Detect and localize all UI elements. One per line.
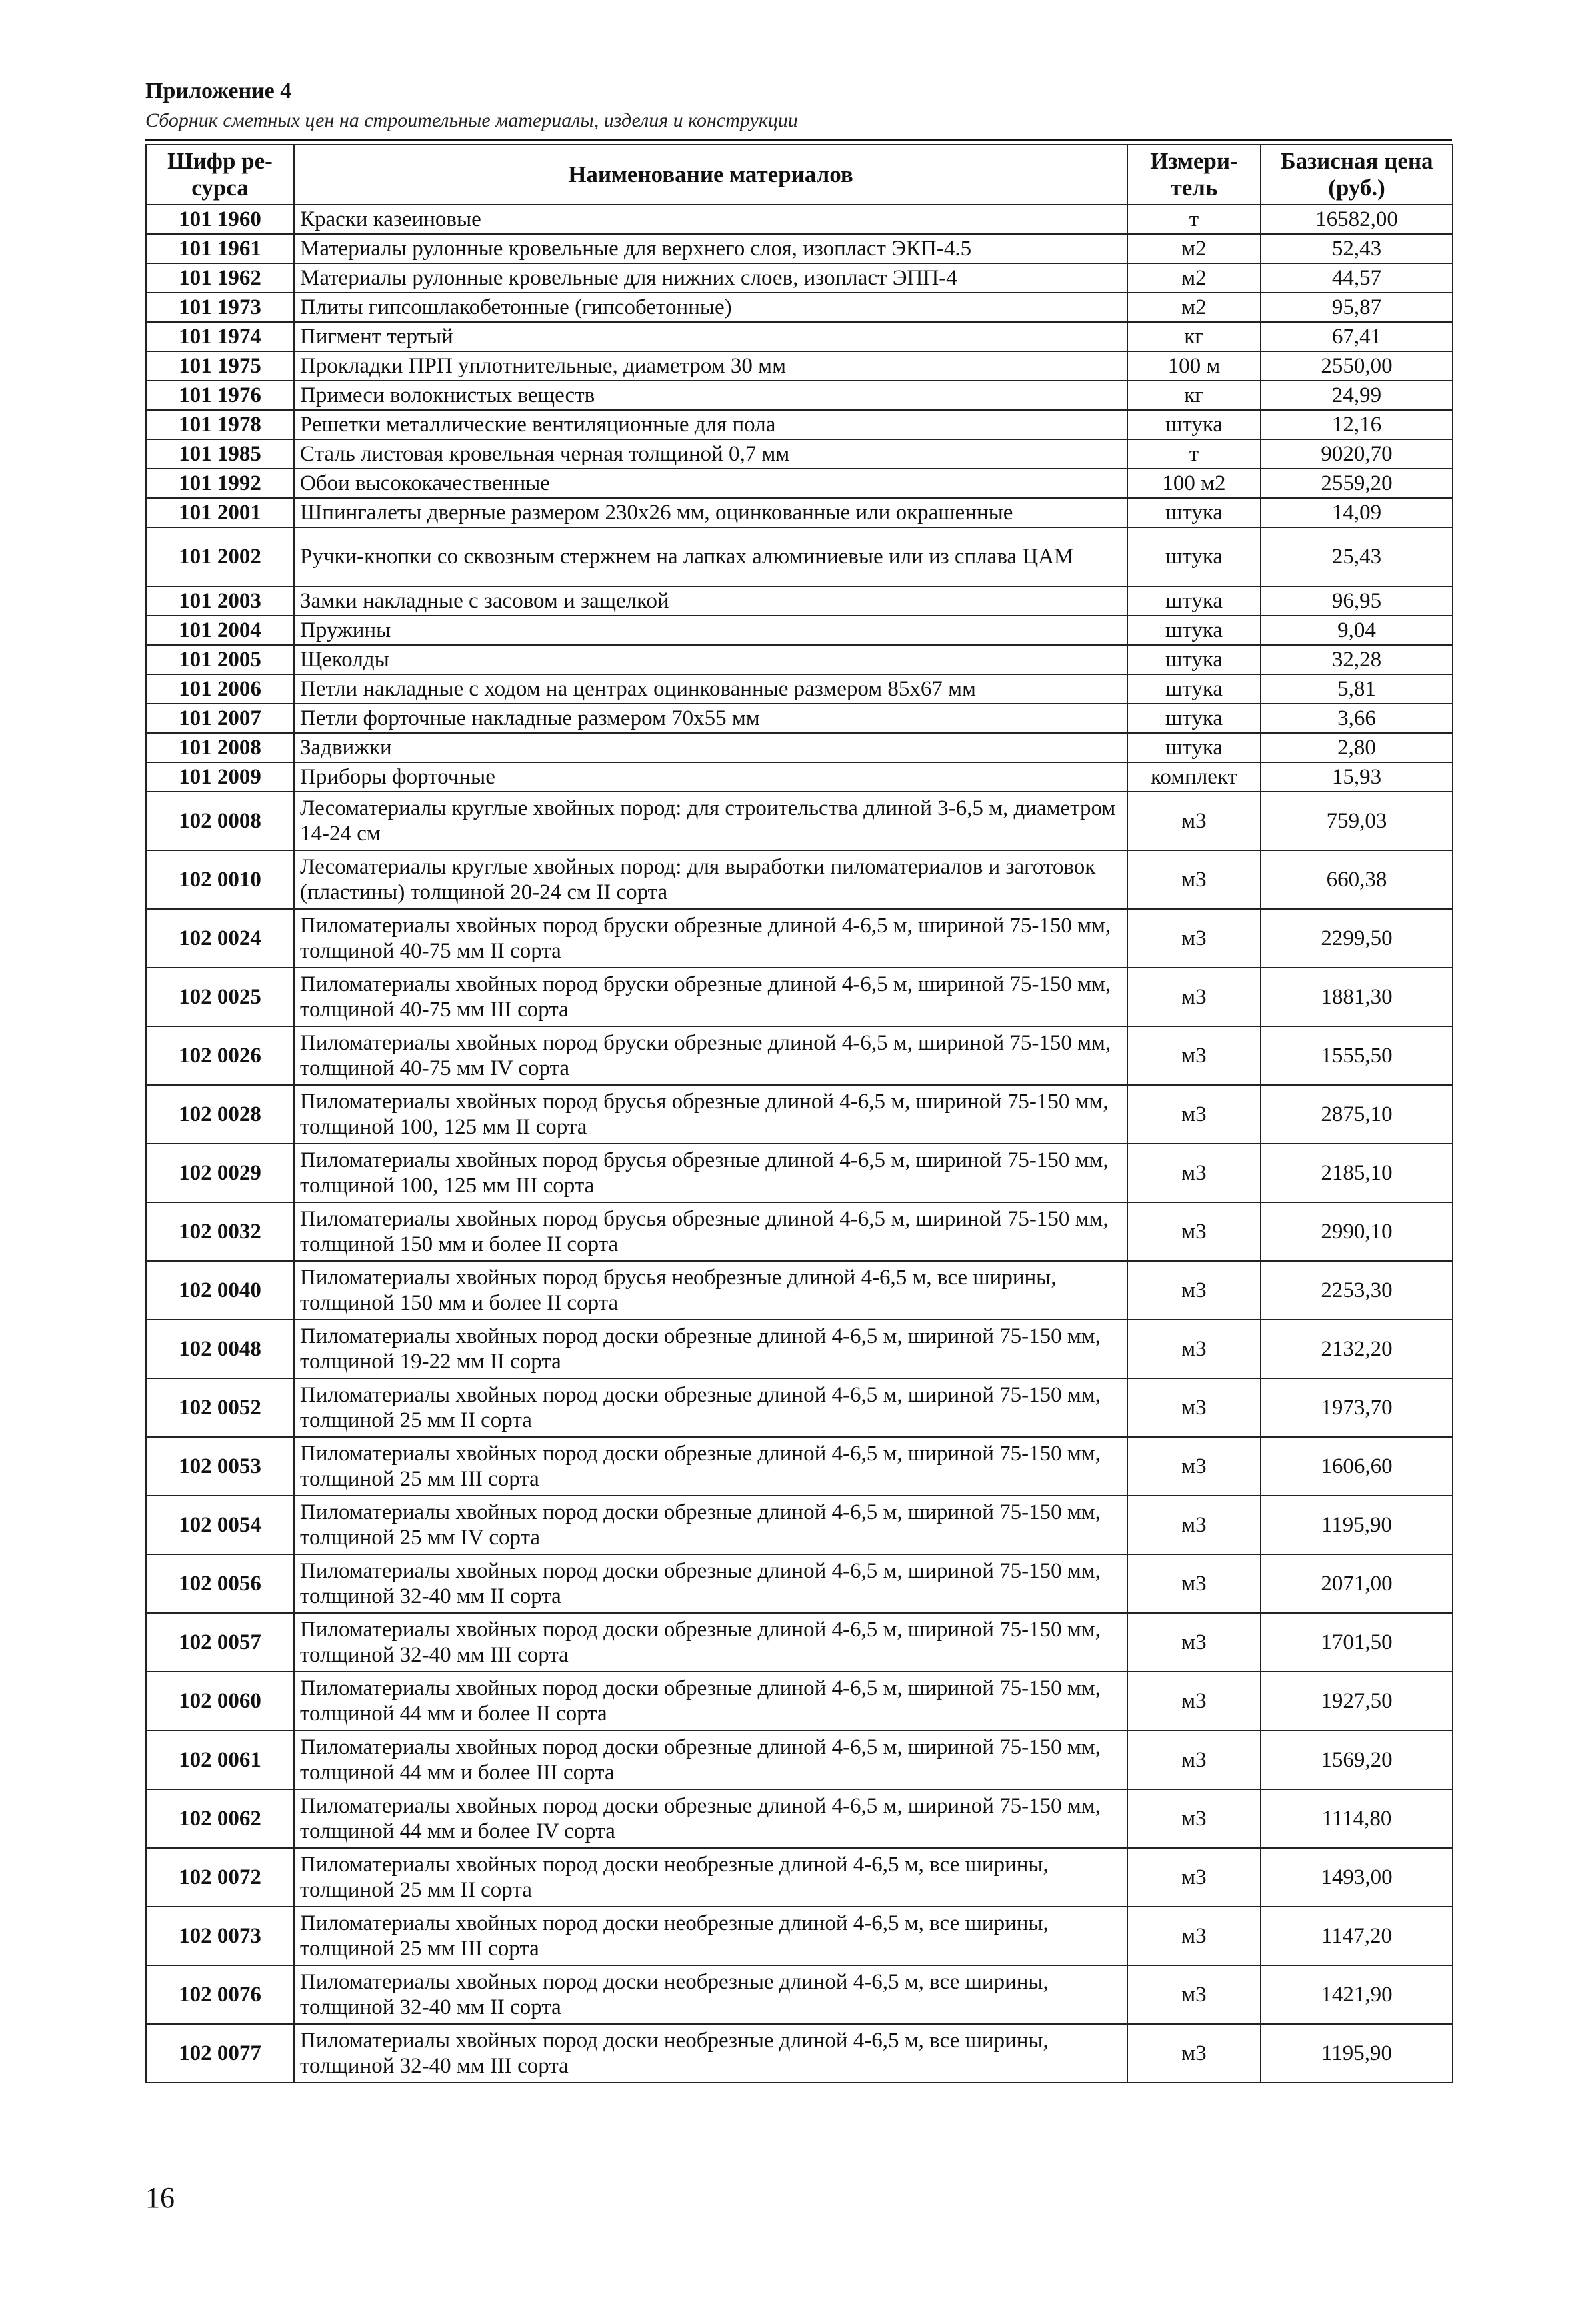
cell-name: Лесоматериалы круглые хвойных пород: для выработки пиломатериалов и заготовок (пластины) толщиной 20-24 см II сорта bbox=[294, 850, 1127, 909]
cell-name: Ручки-кнопки со сквозным стержнем на лапках алюминиевые или из сплава ЦАМ bbox=[294, 527, 1127, 586]
cell-name: Пиломатериалы хвойных пород доски обрезные длиной 4-6,5 м, шириной 75-150 мм, толщиной 25 мм II сорта bbox=[294, 1378, 1127, 1437]
cell-name: Петли форточные накладные размером 70х55 мм bbox=[294, 704, 1127, 733]
table-row bbox=[146, 1613, 1453, 1672]
cell-code: 101 2007 bbox=[146, 704, 294, 733]
cell-price: 2253,30 bbox=[1261, 1261, 1453, 1320]
cell-price: 1195,90 bbox=[1261, 1496, 1453, 1554]
cell-price: 95,87 bbox=[1261, 293, 1453, 322]
cell-price: 24,99 bbox=[1261, 381, 1453, 410]
cell-code: 102 0029 bbox=[146, 1144, 294, 1202]
cell-name: Пиломатериалы хвойных пород брусья обрезные длиной 4-6,5 м, шириной 75-150 мм, толщиной 100, 125 мм III сорта bbox=[294, 1144, 1127, 1202]
cell-name: Пиломатериалы хвойных пород бруски обрезные длиной 4-6,5 м, шириной 75-150 мм, толщиной 40-75 мм IV сорта bbox=[294, 1026, 1127, 1085]
cell-price: 2990,10 bbox=[1261, 1202, 1453, 1261]
cell-name: Пиломатериалы хвойных пород брусья обрезные длиной 4-6,5 м, шириной 75-150 мм, толщиной 150 мм и более II сорта bbox=[294, 1202, 1127, 1261]
table-row bbox=[146, 1731, 1453, 1789]
cell-unit: кг bbox=[1127, 322, 1261, 351]
cell-name: Пиломатериалы хвойных пород бруски обрезные длиной 4-6,5 м, шириной 75-150 мм, толщиной 40-75 мм II сорта bbox=[294, 909, 1127, 968]
cell-code: 102 0048 bbox=[146, 1320, 294, 1378]
cell-price: 2299,50 bbox=[1261, 909, 1453, 968]
cell-price: 1555,50 bbox=[1261, 1026, 1453, 1085]
header-rule bbox=[145, 139, 1452, 141]
cell-price: 2550,00 bbox=[1261, 351, 1453, 381]
cell-price: 2071,00 bbox=[1261, 1554, 1453, 1613]
cell-code: 101 1992 bbox=[146, 469, 294, 498]
cell-unit: м3 bbox=[1127, 1320, 1261, 1378]
cell-code: 101 1974 bbox=[146, 322, 294, 351]
cell-name: Пиломатериалы хвойных пород доски обрезные длиной 4-6,5 м, шириной 75-150 мм, толщиной 19-22 мм II сорта bbox=[294, 1320, 1127, 1378]
cell-name: Обои высококачественные bbox=[294, 469, 1127, 498]
cell-name: Сталь листовая кровельная черная толщиной 0,7 мм bbox=[294, 439, 1127, 469]
cell-price: 1147,20 bbox=[1261, 1907, 1453, 1965]
cell-price: 52,43 bbox=[1261, 234, 1453, 263]
table-row bbox=[146, 234, 1453, 263]
cell-code: 101 1960 bbox=[146, 205, 294, 234]
cell-unit: м3 bbox=[1127, 1026, 1261, 1085]
cell-code: 101 1962 bbox=[146, 263, 294, 293]
cell-unit: м3 bbox=[1127, 850, 1261, 909]
cell-name: Пружины bbox=[294, 616, 1127, 645]
cell-unit: м3 bbox=[1127, 1144, 1261, 1202]
cell-unit: м3 bbox=[1127, 1554, 1261, 1613]
table-row bbox=[146, 616, 1453, 645]
cell-code: 102 0057 bbox=[146, 1613, 294, 1672]
table-row bbox=[146, 1144, 1453, 1202]
table-row bbox=[146, 439, 1453, 469]
cell-unit: м3 bbox=[1127, 1261, 1261, 1320]
cell-unit: м2 bbox=[1127, 234, 1261, 263]
cell-name: Примеси волокнистых веществ bbox=[294, 381, 1127, 410]
cell-price: 25,43 bbox=[1261, 527, 1453, 586]
cell-code: 102 0024 bbox=[146, 909, 294, 968]
cell-price: 2559,20 bbox=[1261, 469, 1453, 498]
cell-unit: м3 bbox=[1127, 792, 1261, 850]
cell-price: 759,03 bbox=[1261, 792, 1453, 850]
appendix-label: Приложение 4 bbox=[145, 79, 292, 103]
cell-price: 1973,70 bbox=[1261, 1378, 1453, 1437]
cell-unit: штука bbox=[1127, 586, 1261, 616]
cell-code: 102 0062 bbox=[146, 1789, 294, 1848]
cell-price: 96,95 bbox=[1261, 586, 1453, 616]
cell-unit: т bbox=[1127, 205, 1261, 234]
cell-name: Приборы форточные bbox=[294, 762, 1127, 792]
cell-unit: штука bbox=[1127, 616, 1261, 645]
table-row bbox=[146, 1789, 1453, 1848]
cell-name: Пигмент тертый bbox=[294, 322, 1127, 351]
column-header-unit: Измери-тель bbox=[1127, 145, 1261, 205]
cell-code: 102 0073 bbox=[146, 1907, 294, 1965]
cell-code: 102 0025 bbox=[146, 968, 294, 1026]
cell-unit: м3 bbox=[1127, 1613, 1261, 1672]
cell-unit: штука bbox=[1127, 527, 1261, 586]
cell-unit: кг bbox=[1127, 381, 1261, 410]
cell-unit: 100 м2 bbox=[1127, 469, 1261, 498]
cell-price: 15,93 bbox=[1261, 762, 1453, 792]
cell-price: 1195,90 bbox=[1261, 2024, 1453, 2083]
table-row bbox=[146, 909, 1453, 968]
cell-name: Прокладки ПРП уплотнительные, диаметром 30 мм bbox=[294, 351, 1127, 381]
table-row bbox=[146, 1320, 1453, 1378]
table-row bbox=[146, 1378, 1453, 1437]
table-row bbox=[146, 674, 1453, 704]
cell-code: 102 0028 bbox=[146, 1085, 294, 1144]
cell-unit: комплект bbox=[1127, 762, 1261, 792]
table-row bbox=[146, 1848, 1453, 1907]
cell-price: 44,57 bbox=[1261, 263, 1453, 293]
cell-price: 1421,90 bbox=[1261, 1965, 1453, 2024]
table-row bbox=[146, 410, 1453, 439]
table-row bbox=[146, 733, 1453, 762]
cell-name: Пиломатериалы хвойных пород бруски обрезные длиной 4-6,5 м, шириной 75-150 мм, толщиной 40-75 мм III сорта bbox=[294, 968, 1127, 1026]
cell-name: Шпингалеты дверные размером 230х26 мм, оцинкованные или окрашенные bbox=[294, 498, 1127, 527]
cell-name: Плиты гипсошлакобетонные (гипсобетонные) bbox=[294, 293, 1127, 322]
cell-price: 1493,00 bbox=[1261, 1848, 1453, 1907]
cell-name: Пиломатериалы хвойных пород доски обрезные длиной 4-6,5 м, шириной 75-150 мм, толщиной 32-40 мм III сорта bbox=[294, 1613, 1127, 1672]
cell-code: 102 0077 bbox=[146, 2024, 294, 2083]
cell-unit: м3 bbox=[1127, 1378, 1261, 1437]
table-row bbox=[146, 469, 1453, 498]
cell-code: 101 1976 bbox=[146, 381, 294, 410]
cell-name: Материалы рулонные кровельные для нижних слоев, изопласт ЭПП-4 bbox=[294, 263, 1127, 293]
table-row bbox=[146, 1261, 1453, 1320]
cell-price: 9020,70 bbox=[1261, 439, 1453, 469]
cell-code: 101 1975 bbox=[146, 351, 294, 381]
cell-code: 102 0072 bbox=[146, 1848, 294, 1907]
table-header-row bbox=[146, 145, 1453, 205]
cell-unit: м3 bbox=[1127, 1907, 1261, 1965]
cell-unit: м3 bbox=[1127, 1672, 1261, 1731]
price-table bbox=[145, 144, 1453, 2083]
cell-price: 1569,20 bbox=[1261, 1731, 1453, 1789]
column-header-price: Базисная цена (руб.) bbox=[1261, 145, 1453, 205]
table-row bbox=[146, 293, 1453, 322]
cell-name: Замки накладные с засовом и защелкой bbox=[294, 586, 1127, 616]
table-row bbox=[146, 1554, 1453, 1613]
cell-code: 102 0008 bbox=[146, 792, 294, 850]
cell-code: 101 1985 bbox=[146, 439, 294, 469]
document-subtitle: Сборник сметных цен на строительные материалы, изделия и конструкции bbox=[145, 109, 798, 131]
table-row bbox=[146, 498, 1453, 527]
cell-code: 101 2008 bbox=[146, 733, 294, 762]
cell-unit: штука bbox=[1127, 410, 1261, 439]
table-row bbox=[146, 1202, 1453, 1261]
table-row bbox=[146, 1026, 1453, 1085]
cell-name: Задвижки bbox=[294, 733, 1127, 762]
cell-unit: м3 bbox=[1127, 1085, 1261, 1144]
cell-code: 101 2009 bbox=[146, 762, 294, 792]
cell-unit: м3 bbox=[1127, 1731, 1261, 1789]
cell-price: 32,28 bbox=[1261, 645, 1453, 674]
cell-code: 102 0076 bbox=[146, 1965, 294, 2024]
cell-code: 102 0032 bbox=[146, 1202, 294, 1261]
table-row bbox=[146, 263, 1453, 293]
cell-unit: штука bbox=[1127, 674, 1261, 704]
cell-unit: м3 bbox=[1127, 968, 1261, 1026]
cell-price: 1114,80 bbox=[1261, 1789, 1453, 1848]
cell-unit: м3 bbox=[1127, 1789, 1261, 1848]
cell-name: Краски казеиновые bbox=[294, 205, 1127, 234]
cell-unit: м3 bbox=[1127, 1965, 1261, 2024]
cell-unit: м3 bbox=[1127, 1848, 1261, 1907]
cell-unit: м3 bbox=[1127, 2024, 1261, 2083]
table-row bbox=[146, 1907, 1453, 1965]
cell-code: 101 2004 bbox=[146, 616, 294, 645]
table-row bbox=[146, 1672, 1453, 1731]
cell-unit: 100 м bbox=[1127, 351, 1261, 381]
cell-unit: штука bbox=[1127, 645, 1261, 674]
cell-unit: штука bbox=[1127, 498, 1261, 527]
column-header-name: Наименование материалов bbox=[294, 145, 1127, 205]
cell-unit: м2 bbox=[1127, 263, 1261, 293]
cell-unit: т bbox=[1127, 439, 1261, 469]
cell-name: Пиломатериалы хвойных пород брусья необрезные длиной 4-6,5 м, все ширины, толщиной 150 мм и более II сорта bbox=[294, 1261, 1127, 1320]
cell-code: 101 2002 bbox=[146, 527, 294, 586]
table-row bbox=[146, 1496, 1453, 1554]
cell-name: Пиломатериалы хвойных пород доски необрезные длиной 4-6,5 м, все ширины, толщиной 32-40 мм II сорта bbox=[294, 1965, 1127, 2024]
cell-code: 102 0026 bbox=[146, 1026, 294, 1085]
cell-name: Решетки металлические вентиляционные для пола bbox=[294, 410, 1127, 439]
cell-price: 5,81 bbox=[1261, 674, 1453, 704]
cell-code: 102 0061 bbox=[146, 1731, 294, 1789]
table-row bbox=[146, 850, 1453, 909]
cell-unit: штука bbox=[1127, 704, 1261, 733]
cell-unit: м2 bbox=[1127, 293, 1261, 322]
cell-code: 101 2006 bbox=[146, 674, 294, 704]
cell-code: 102 0053 bbox=[146, 1437, 294, 1496]
table-row bbox=[146, 762, 1453, 792]
cell-code: 102 0056 bbox=[146, 1554, 294, 1613]
cell-price: 1927,50 bbox=[1261, 1672, 1453, 1731]
table-row bbox=[146, 381, 1453, 410]
cell-price: 3,66 bbox=[1261, 704, 1453, 733]
cell-unit: штука bbox=[1127, 733, 1261, 762]
cell-name: Материалы рулонные кровельные для верхнего слоя, изопласт ЭКП-4.5 bbox=[294, 234, 1127, 263]
table-row bbox=[146, 1437, 1453, 1496]
table-row bbox=[146, 351, 1453, 381]
cell-code: 102 0010 bbox=[146, 850, 294, 909]
cell-price: 2,80 bbox=[1261, 733, 1453, 762]
cell-code: 101 2003 bbox=[146, 586, 294, 616]
cell-name: Пиломатериалы хвойных пород доски обрезные длиной 4-6,5 м, шириной 75-150 мм, толщиной 44 мм и более IV сорта bbox=[294, 1789, 1127, 1848]
cell-price: 1606,60 bbox=[1261, 1437, 1453, 1496]
cell-price: 2875,10 bbox=[1261, 1085, 1453, 1144]
cell-name: Пиломатериалы хвойных пород доски обрезные длиной 4-6,5 м, шириной 75-150 мм, толщиной 25 мм III сорта bbox=[294, 1437, 1127, 1496]
cell-code: 101 1973 bbox=[146, 293, 294, 322]
table-body bbox=[146, 205, 1453, 2083]
cell-price: 2132,20 bbox=[1261, 1320, 1453, 1378]
cell-name: Пиломатериалы хвойных пород доски обрезные длиной 4-6,5 м, шириной 75-150 мм, толщиной 44 мм и более III сорта bbox=[294, 1731, 1127, 1789]
cell-price: 660,38 bbox=[1261, 850, 1453, 909]
cell-price: 1701,50 bbox=[1261, 1613, 1453, 1672]
table-row bbox=[146, 792, 1453, 850]
column-header-code: Шифр ре-сурса bbox=[146, 145, 294, 205]
table-row bbox=[146, 205, 1453, 234]
table-row bbox=[146, 586, 1453, 616]
cell-unit: м3 bbox=[1127, 1496, 1261, 1554]
table-row bbox=[146, 1965, 1453, 2024]
cell-price: 14,09 bbox=[1261, 498, 1453, 527]
cell-unit: м3 bbox=[1127, 1437, 1261, 1496]
cell-code: 101 2001 bbox=[146, 498, 294, 527]
cell-name: Петли накладные с ходом на центрах оцинкованные размером 85х67 мм bbox=[294, 674, 1127, 704]
cell-code: 102 0040 bbox=[146, 1261, 294, 1320]
cell-code: 102 0060 bbox=[146, 1672, 294, 1731]
cell-name: Пиломатериалы хвойных пород доски необрезные длиной 4-6,5 м, все ширины, толщиной 25 мм III сорта bbox=[294, 1907, 1127, 1965]
cell-name: Пиломатериалы хвойных пород доски обрезные длиной 4-6,5 м, шириной 75-150 мм, толщиной 32-40 мм II сорта bbox=[294, 1554, 1127, 1613]
cell-name: Лесоматериалы круглые хвойных пород: для строительства длиной 3-6,5 м, диаметром 14-24 см bbox=[294, 792, 1127, 850]
cell-unit: м3 bbox=[1127, 1202, 1261, 1261]
cell-code: 102 0052 bbox=[146, 1378, 294, 1437]
table-row bbox=[146, 645, 1453, 674]
cell-name: Пиломатериалы хвойных пород доски необрезные длиной 4-6,5 м, все ширины, толщиной 25 мм II сорта bbox=[294, 1848, 1127, 1907]
table-row bbox=[146, 704, 1453, 733]
table-row bbox=[146, 968, 1453, 1026]
cell-name: Пиломатериалы хвойных пород доски необрезные длиной 4-6,5 м, все ширины, толщиной 32-40 мм III сорта bbox=[294, 2024, 1127, 2083]
cell-unit: м3 bbox=[1127, 909, 1261, 968]
cell-price: 2185,10 bbox=[1261, 1144, 1453, 1202]
cell-name: Пиломатериалы хвойных пород брусья обрезные длиной 4-6,5 м, шириной 75-150 мм, толщиной 100, 125 мм II сорта bbox=[294, 1085, 1127, 1144]
table-row bbox=[146, 322, 1453, 351]
cell-price: 9,04 bbox=[1261, 616, 1453, 645]
cell-price: 1881,30 bbox=[1261, 968, 1453, 1026]
cell-price: 12,16 bbox=[1261, 410, 1453, 439]
cell-price: 67,41 bbox=[1261, 322, 1453, 351]
cell-code: 101 2005 bbox=[146, 645, 294, 674]
table-row bbox=[146, 1085, 1453, 1144]
cell-name: Щеколды bbox=[294, 645, 1127, 674]
cell-code: 102 0054 bbox=[146, 1496, 294, 1554]
cell-price: 16582,00 bbox=[1261, 205, 1453, 234]
page-number: 16 bbox=[145, 2181, 175, 2214]
cell-code: 101 1961 bbox=[146, 234, 294, 263]
cell-name: Пиломатериалы хвойных пород доски обрезные длиной 4-6,5 м, шириной 75-150 мм, толщиной 44 мм и более II сорта bbox=[294, 1672, 1127, 1731]
cell-code: 101 1978 bbox=[146, 410, 294, 439]
table-row bbox=[146, 527, 1453, 586]
cell-name: Пиломатериалы хвойных пород доски обрезные длиной 4-6,5 м, шириной 75-150 мм, толщиной 25 мм IV сорта bbox=[294, 1496, 1127, 1554]
table-row bbox=[146, 2024, 1453, 2083]
